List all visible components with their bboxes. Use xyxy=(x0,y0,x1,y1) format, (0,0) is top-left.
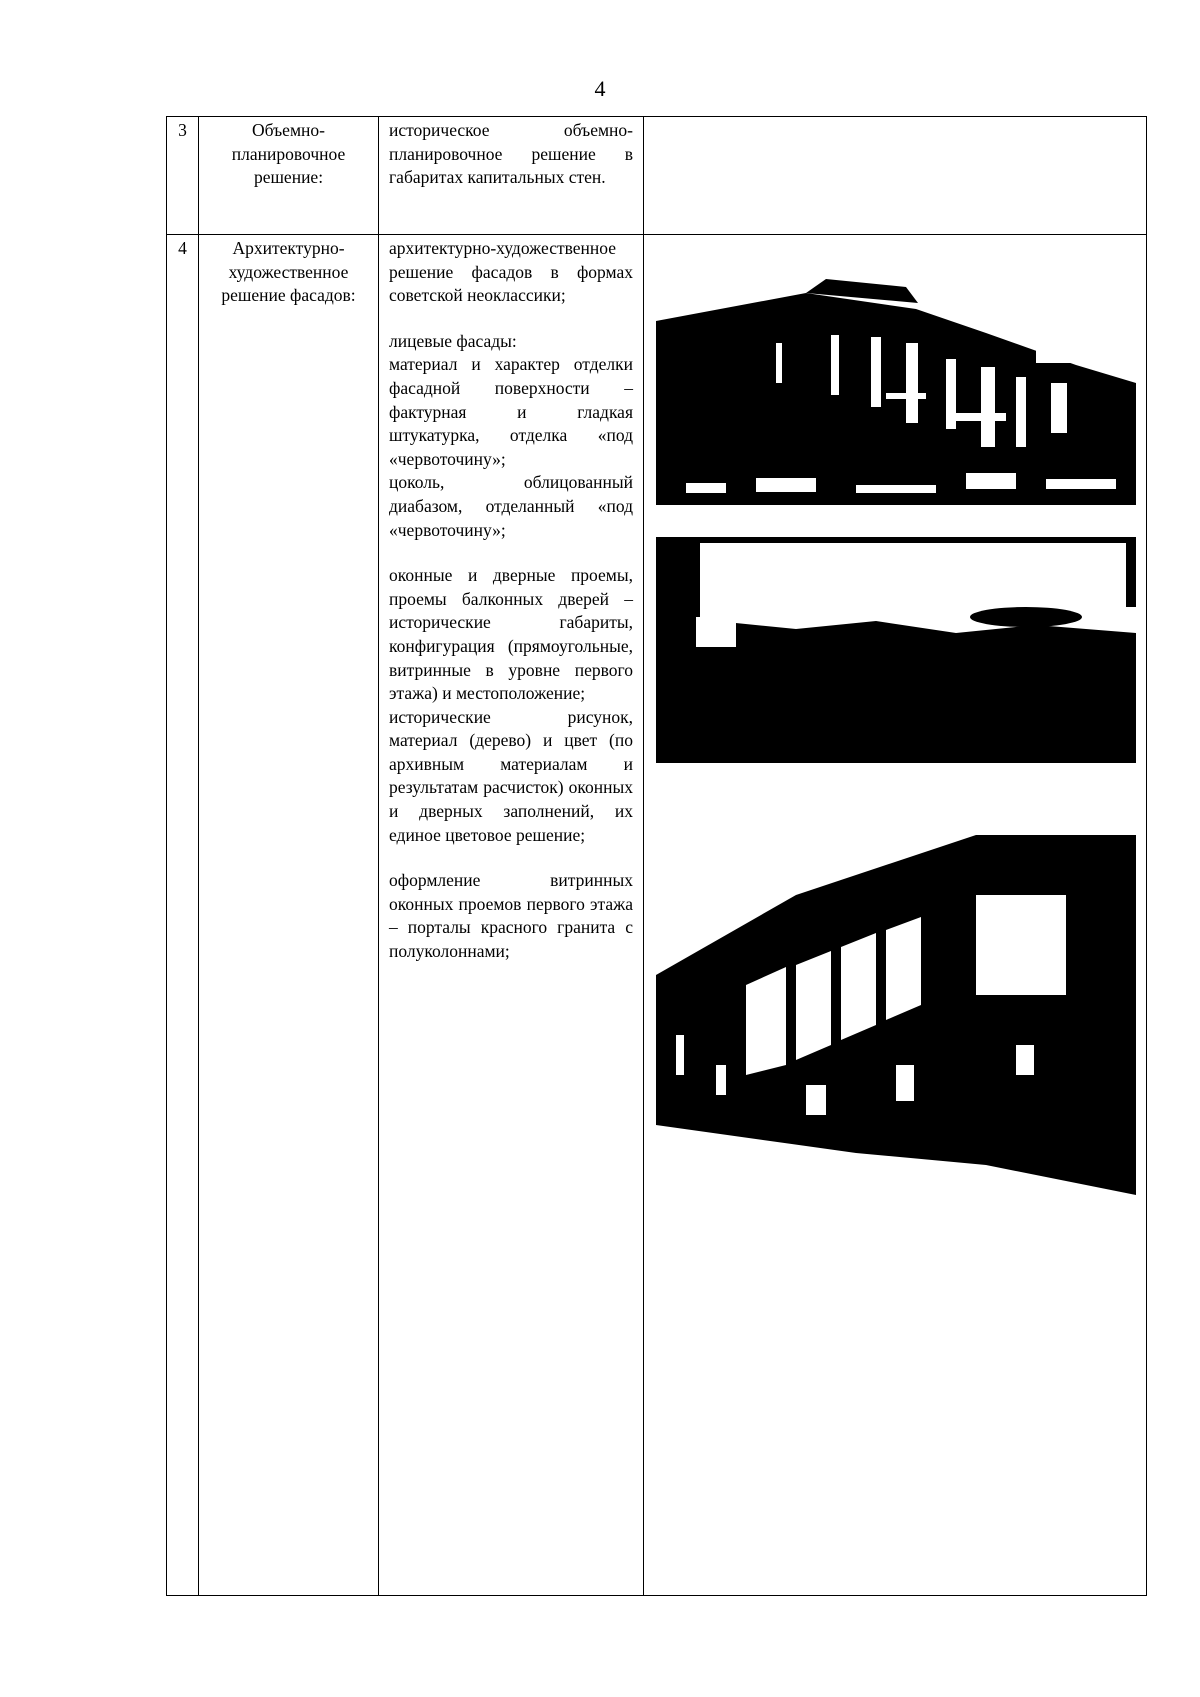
description-paragraph: материал и характер отделки фасадной поверхности – фактурная и гладкая штукатурка, отделка «под «червоточину»; xyxy=(389,354,633,469)
row-description xyxy=(379,235,644,1596)
description-paragraph: исторические рисунок, материал (дерево) и цвет (по архивным материалам и результатам расчисток) оконных и дверных заполнений, их единое цветовое решение; xyxy=(389,706,633,845)
description-paragraph: лицевые фасады: xyxy=(389,330,517,351)
page-number: 4 xyxy=(594,76,606,101)
building-cornice-photo xyxy=(656,537,1136,763)
description-paragraph: архитектурно-художественное решение фасадов в формах советской неоклассики; xyxy=(389,238,633,306)
document-table xyxy=(166,116,1147,1596)
description-paragraph: оконные и дверные проемы, проемы балконных дверей – исторические габариты, конфигурация (прямоугольные, витринные в уровне первого этажа) и местоположение; xyxy=(389,565,633,704)
row-number: 4 xyxy=(167,235,199,1596)
description-paragraph: оформление витринных оконных проемов первого этажа – порталы красного гранита с полуколоннами; xyxy=(389,870,633,962)
table-row xyxy=(167,117,1147,235)
row-number: 3 xyxy=(167,117,199,235)
building-facade-photo xyxy=(656,273,1136,505)
row-title: Объемно-планировочное решение: xyxy=(199,117,379,235)
description-paragraph: цоколь, облицованный диабазом, отделанный «под «червоточину»; xyxy=(389,472,633,540)
table-row xyxy=(167,235,1147,1596)
row-description xyxy=(379,117,644,235)
row-illustration-cell xyxy=(644,117,1147,235)
row-title: Архитектурно-художественное решение фасадов: xyxy=(199,235,379,1596)
description-paragraph: историческое объемно-планировочное решение в габаритах капитальных стен. xyxy=(389,120,633,188)
row-illustration-cell xyxy=(644,235,1147,1596)
storefront-portal-photo xyxy=(656,835,1136,1203)
